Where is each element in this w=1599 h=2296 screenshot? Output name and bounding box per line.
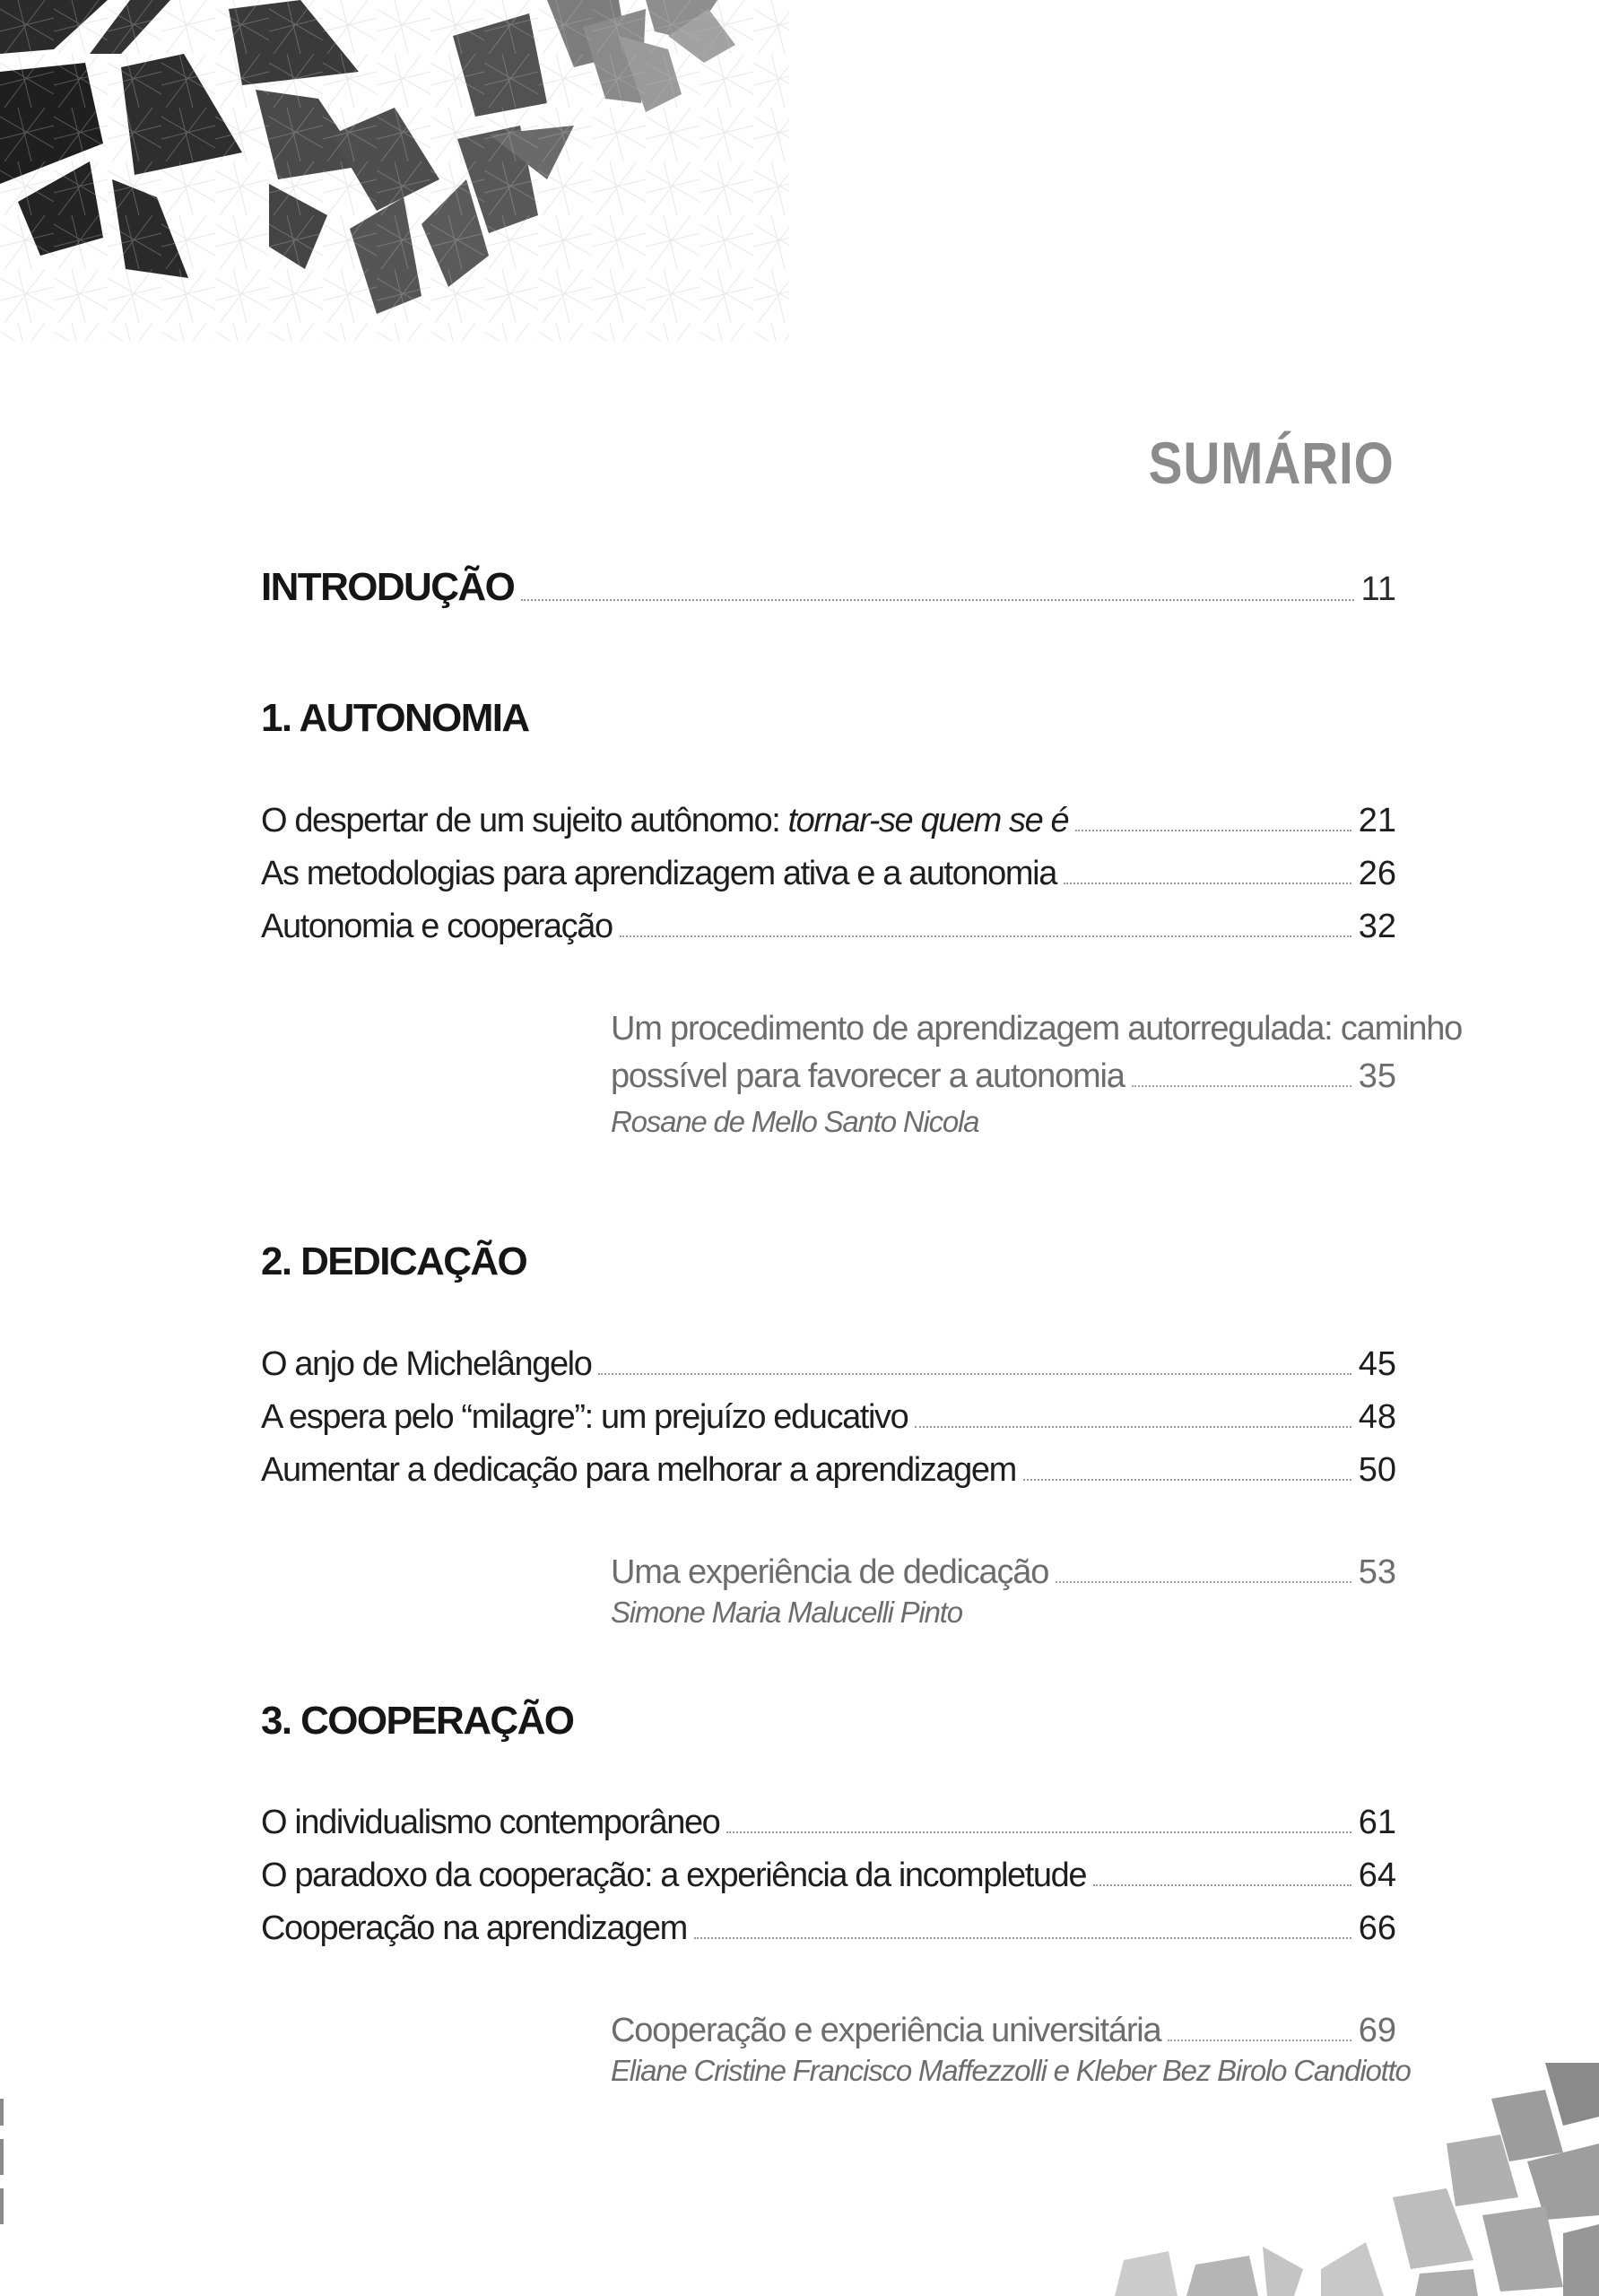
- toc-entry-introduction: [261, 565, 1396, 610]
- dot-leader: [1075, 830, 1351, 831]
- toc-entry: [261, 1909, 1396, 1948]
- toc-entry-label: O despertar de um sujeito autônomo: tornar-se quem se é: [261, 802, 1069, 839]
- toc-article: [611, 2012, 1411, 2088]
- toc-entry-page: 26: [1358, 855, 1396, 892]
- section-heading-dedicacao: 2. DEDICAÇÃO: [261, 1239, 527, 1283]
- toc-entry-label: O individualismo contemporâneo: [261, 1804, 720, 1841]
- toc-entry: [261, 1451, 1396, 1490]
- toc-entry-page: 21: [1358, 802, 1396, 839]
- dot-leader: [521, 599, 1353, 601]
- toc-article-title: Cooperação e experiência universitária: [611, 2012, 1161, 2049]
- toc-entry-page: 61: [1358, 1804, 1396, 1841]
- toc-article-row: [611, 2012, 1396, 2050]
- toc-entry-page: 45: [1358, 1345, 1396, 1383]
- dot-leader: [726, 1831, 1351, 1833]
- toc-article-page: 35: [1358, 1057, 1396, 1095]
- dot-leader: [1064, 883, 1351, 884]
- toc-article-page: 53: [1358, 1553, 1396, 1591]
- toc-entry: [261, 908, 1396, 946]
- toc-entry-label: INTRODUÇÃO: [261, 565, 515, 609]
- toc-entry-page: 48: [1358, 1398, 1396, 1436]
- dot-leader: [598, 1373, 1351, 1375]
- toc-entry-label: Cooperação na aprendizagem: [261, 1909, 687, 1947]
- dot-leader: [694, 1937, 1351, 1939]
- toc-entry: [261, 1804, 1396, 1842]
- edge-marks-icon: [0, 2099, 7, 2233]
- dot-leader: [915, 1426, 1351, 1428]
- dot-leader: [1132, 1085, 1351, 1087]
- toc-entry-label: O anjo de Michelângelo: [261, 1345, 592, 1383]
- dot-leader: [620, 935, 1351, 937]
- dot-leader: [1168, 2039, 1351, 2041]
- toc-entry: [261, 1345, 1396, 1384]
- section-heading-autonomia: 1. AUTONOMIA: [261, 696, 529, 740]
- toc-entry-page: 11: [1360, 570, 1396, 608]
- toc-article-author: Eliane Cristine Francisco Maffezzolli e Kleber Bez Birolo Candiotto: [611, 2054, 1411, 2087]
- toc-article: [611, 1553, 1396, 1630]
- toc-article-title: possível para favorecer a autonomia: [611, 1057, 1125, 1095]
- dot-leader: [1023, 1479, 1351, 1481]
- toc-entry-page: 32: [1358, 908, 1396, 945]
- toc-entry-page: 50: [1358, 1451, 1396, 1489]
- section-heading-cooperacao: 3. COOPERAÇÃO: [261, 1699, 574, 1743]
- toc-entry-page: 64: [1358, 1857, 1396, 1894]
- toc-entry-label: Autonomia e cooperação: [261, 908, 613, 945]
- toc-entry: [261, 1398, 1396, 1437]
- toc-entry-page: 66: [1358, 1909, 1396, 1947]
- dot-leader: [1056, 1581, 1351, 1583]
- toc-article-row: [611, 1553, 1396, 1592]
- geometric-ornament-bottom-right-icon: [1097, 2063, 1599, 2296]
- toc-article-author: Rosane de Mello Santo Nicola: [611, 1105, 979, 1138]
- toc-entry-label: As metodologias para aprendizagem ativa e a autonomia: [261, 855, 1056, 892]
- toc-article-row: [611, 1057, 1396, 1096]
- toc-entry-label: A espera pelo “milagre”: um prejuízo educativo: [261, 1398, 908, 1436]
- toc-entry: [261, 855, 1396, 893]
- toc-entry: [261, 1857, 1396, 1895]
- page-title: SUMÁRIO: [1148, 430, 1395, 496]
- toc-article: [611, 1010, 1463, 1139]
- toc-article-page: 69: [1358, 2012, 1396, 2049]
- toc-entry-label: O paradoxo da cooperação: a experiência da incompletude: [261, 1857, 1087, 1894]
- toc-article-author: Simone Maria Malucelli Pinto: [611, 1596, 962, 1629]
- dot-leader: [1093, 1884, 1351, 1886]
- toc-entry: [261, 802, 1396, 840]
- geometric-ornament-top-left-icon: [0, 0, 789, 341]
- toc-entry-label: Aumentar a dedicação para melhorar a aprendizagem: [261, 1451, 1016, 1489]
- toc-article-title: Uma experiência de dedicação: [611, 1553, 1049, 1591]
- toc-article-title-line: Um procedimento de aprendizagem autorregulada: caminho: [611, 1010, 1463, 1048]
